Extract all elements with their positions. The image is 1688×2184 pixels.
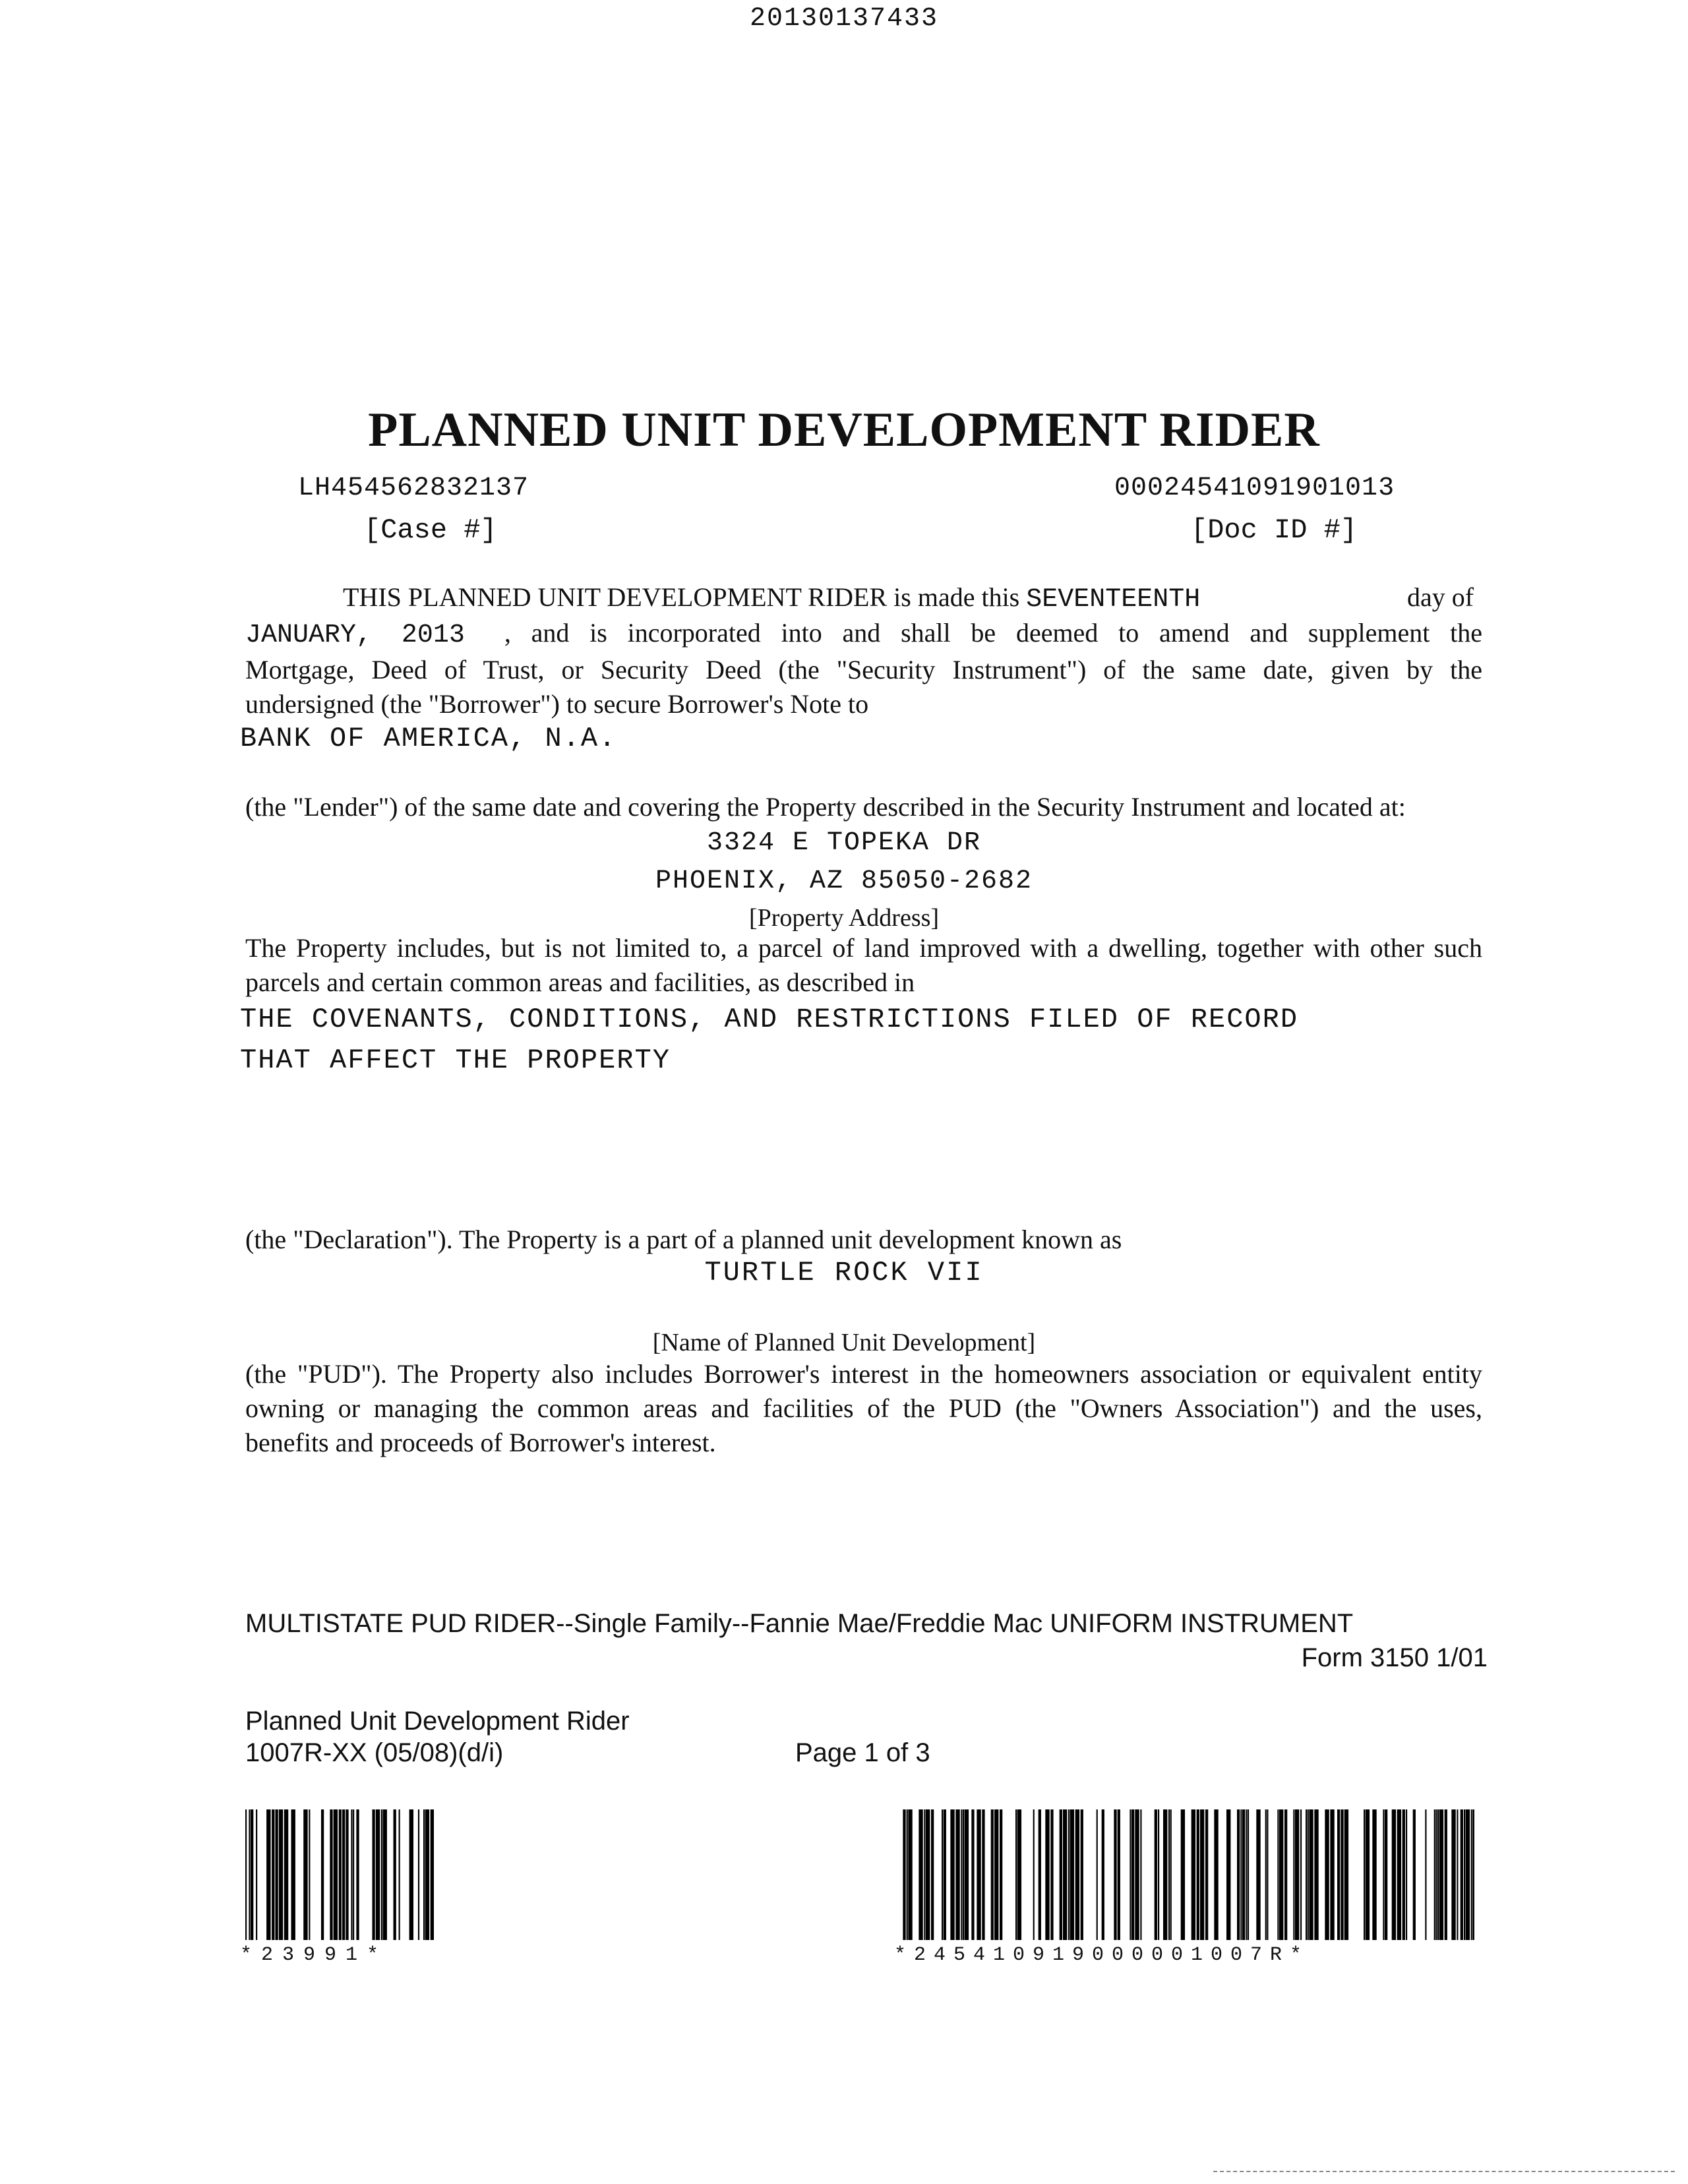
intro-first-line	[343, 582, 1200, 615]
case-number: LH454562832137	[298, 473, 529, 503]
barcode-left-text: *23991*	[240, 1944, 388, 1966]
intro-day-of: day of	[1407, 582, 1474, 612]
barcode-left	[240, 1809, 434, 1940]
declaration-line-1: THE COVENANTS, CONDITIONS, AND RESTRICTIONS FILED OF RECORD	[240, 1004, 1299, 1035]
property-address-line-2: PHOENIX, AZ 85050-2682	[655, 866, 1033, 896]
declaration-line-2: THAT AFFECT THE PROPERTY	[240, 1045, 671, 1076]
rider-code: 1007R-XX (05/08)(d/i)	[245, 1738, 504, 1767]
property-includes-paragraph	[245, 931, 1482, 1000]
pud-line-2: owning or managing the common areas and facilities of the PUD (the "Owners Association") and the uses,	[245, 1393, 1482, 1423]
pud-paragraph	[245, 1357, 1482, 1460]
property-address-label: [Property Address]	[748, 904, 940, 932]
intro-lead: THIS PLANNED UNIT DEVELOPMENT RIDER is made this	[343, 582, 1020, 612]
doc-id-number: 00024541091901013	[1114, 473, 1395, 503]
page-number: Page 1 of 3	[795, 1738, 930, 1767]
rider-name: Planned Unit Development Rider	[245, 1707, 630, 1736]
pud-name-label: [Name of Planned Unit Development]	[652, 1329, 1036, 1356]
pud-intro: (the "Declaration"). The Property is a part of a planned unit development known as	[245, 1225, 1122, 1254]
intro-line-2-rest: , and is incorporated into and shall be deemed to amend and supplement the	[504, 618, 1482, 648]
recording-number: 20130137433	[749, 4, 939, 34]
case-label: [Case #]	[364, 514, 497, 546]
intro-day: SEVENTEENTH	[1026, 585, 1201, 615]
property-includes-line-1: The Property includes, but is not limited to, a parcel of land improved with a dwelling, together with other such	[245, 933, 1482, 963]
doc-id-label: [Doc ID #]	[1191, 514, 1358, 546]
pud-line-3: benefits and proceeds of Borrower's interest.	[245, 1428, 716, 1457]
intro-line-2	[245, 616, 1482, 653]
barcode-right	[894, 1809, 1474, 1940]
intro-line-4: undersigned (the "Borrower") to secure Borrower's Note to	[245, 689, 869, 719]
lender-name: BANK OF AMERICA, N.A.	[240, 723, 617, 754]
barcode-right-text: *245410919000001007R*	[894, 1944, 1310, 1966]
pud-line-1: (the "PUD"). The Property also includes Borrower's interest in the homeowners association or equivalent entity	[245, 1359, 1482, 1389]
form-number: Form 3150 1/01	[1301, 1643, 1488, 1672]
intro-paragraph	[245, 616, 1482, 721]
intro-line-3: Mortgage, Deed of Trust, or Security Deed (the "Security Instrument") of the same date, given by the	[245, 655, 1482, 684]
form-title: MULTISTATE PUD RIDER--Single Family--Fannie Mae/Freddie Mac UNIFORM INSTRUMENT	[245, 1609, 1354, 1638]
property-includes-line-2: parcels and certain common areas and facilities, as described in	[245, 967, 915, 997]
property-address-line-1: 3324 E TOPEKA DR	[706, 828, 982, 858]
scan-artifact-line	[1213, 2171, 1675, 2175]
intro-date: JANUARY, 2013	[245, 621, 465, 650]
lender-line: (the "Lender") of the same date and covering the Property described in the Security Instrument and located at:	[245, 792, 1406, 822]
pud-name: TURTLE ROCK VII	[704, 1257, 984, 1289]
document-title: PLANNED UNIT DEVELOPMENT RIDER	[368, 403, 1320, 457]
